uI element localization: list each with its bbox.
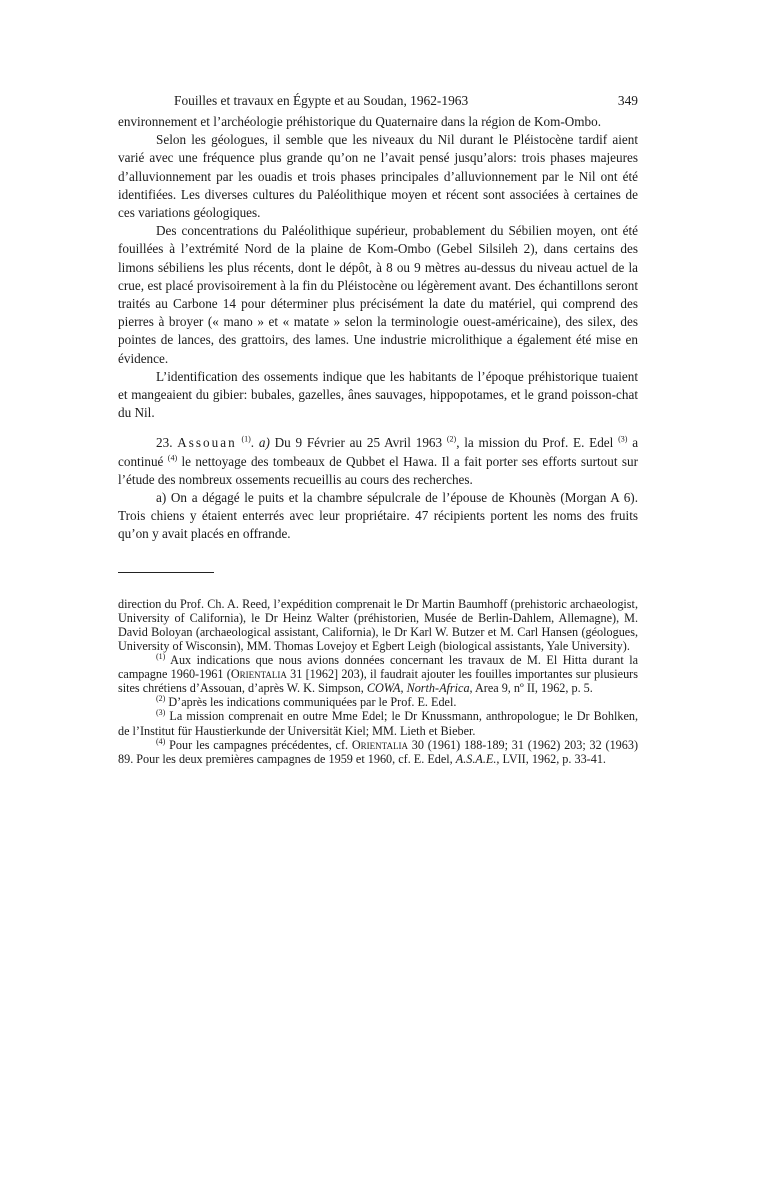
page-number: 349 — [617, 93, 638, 108]
footnote-ref: (4) — [167, 453, 178, 463]
section-place: Assouan — [177, 435, 237, 451]
footnote-ref: (1) — [241, 435, 251, 445]
item-label: a) — [258, 435, 270, 451]
page — [118, 92, 638, 766]
paragraph: environnement et l’archéologie préhistorique du Quaternaire dans la région de Kom-Ombo. — [118, 114, 602, 129]
footnote-2: $^{(2)}$ D’après les indications communiquées par le Prof. E. Edel. — [156, 694, 457, 710]
paragraph: a) On a dégagé le puits et la chambre sépulcrale de l’épouse de Khounès (Morgan A 6). Trois chiens y étaient enterrés avec leur propriétaire. 47 récipients portent les noms des fruits qu’on y avait placés en offrande. — [118, 490, 638, 542]
footnote-1: $^{(1)}$ Aux indications que nous avions données concernant les travaux de M. El Hitta durant la campagne 1960-1961 (Orientalia 31 [1962] 203), il faudrait ajouter les fouilles importantes sur plusieurs sites chrétiens d’Assouan, d’après W. K. Simpson, COWA, North-Africa, Area 9, nº II, 1962, p. 5. — [118, 651, 639, 696]
footnote-ref: (3) — [618, 435, 628, 445]
footnote-ref: (2) — [446, 435, 457, 445]
section-23-paragraph: 23. Assouan $^{(1)}$. a) Du 9 Février au 25 Avril 1963 $^{(2)}$, la mission du Prof. E. Edel $^{(3)}$ a continué $^{(4)}$ le nettoyage des tombeaux de Qubbet el Hawa. Il a fait porter ses efforts surtout sur l’étude des nombreux ossements recueillis au cours des recherches. — [118, 435, 639, 487]
footnote-rule — [118, 572, 214, 573]
paragraph: Selon les géologues, il semble que les niveaux du Nil durant le Pléistocène tardif aient varié avec une fréquence plus grande qu’on ne l’avait pensé jusqu’alors: trois phases majeures d’alluvionnement par les ouadis et trois phases principales d’alluvionnement par le Nil ont été identifiées. Les diverses cultures du Paléolithique moyen et récent sont associées à certaines de ces variations géologiques. — [118, 132, 638, 221]
section-number: 23. — [156, 435, 173, 451]
footnote-3: $^{(3)}$ La mission comprenait en outre Mme Edel; le Dr Knussmann, anthropologue; le Dr Bohlken, de l’Institut für Haustierkunde der Universität Kiel; MM. Lieth et Bieber. — [118, 708, 638, 738]
paragraph: L’identification des ossements indique que les habitants de l’époque préhistorique tuaient et mangeaient du gibier: bubales, gazelles, ânes sauvages, hippopotames, et le grand poisson-chat du Nil. — [118, 368, 638, 421]
running-title: Fouilles et travaux en Égypte et au Soudan, 1962-1963 — [174, 93, 469, 108]
main-text — [118, 113, 638, 544]
footnote-4: $^{(4)}$ Pour les campagnes précédentes, cf. Orientalia 30 (1961) 188-189; 31 (1962) 203; 32 (1963) 89. Pour les deux premières campagnes de 1959 et 1960, cf. E. Edel, A.S.A.E., LVII, 1962, p. 33-41. — [118, 736, 638, 766]
footnotes — [118, 597, 638, 766]
paragraph: Des concentrations du Paléolithique supérieur, probablement du Sébilien moyen, ont été fouillées à l’extrémité Nord de la plaine de Kom-Ombo (Gebel Silsileh 2), dans certains des limons sébiliens les plus récents, dont le dépôt, à 8 ou 9 mètres au-dessus du niveau actuel de la crue, est placé provisoirement à la fin du Pléistocène ou légèrement avant. Des échantillons seront traités au Carbone 14 pour déterminer plus précisément la date du matériel, qui comprend des pierres à broyer (« mano » et « matate » selon la terminologie ouest-américaine), des silex, des pointes de lances, des grattoirs, des lames. Une industrie microlithique a également été mise en évidence. — [118, 223, 638, 366]
running-header — [174, 92, 638, 110]
footnote-continuation: direction du Prof. Ch. A. Reed, l’expédition comprenait le Dr Martin Baumhoff (prehistoric archaeologist, University of California), le Dr Heinz Walter (préhistorien, Musée de Berlin-Dahlem, Allemagne), M. David Boloyan (archaeological assistant, California), le Dr Karl W. Butzer et M. Carl Hansen (géologues, University of Wisconsin), MM. Thomas Lovejoy et Egbert Leigh (biological assistants, Yale University). — [118, 596, 638, 653]
